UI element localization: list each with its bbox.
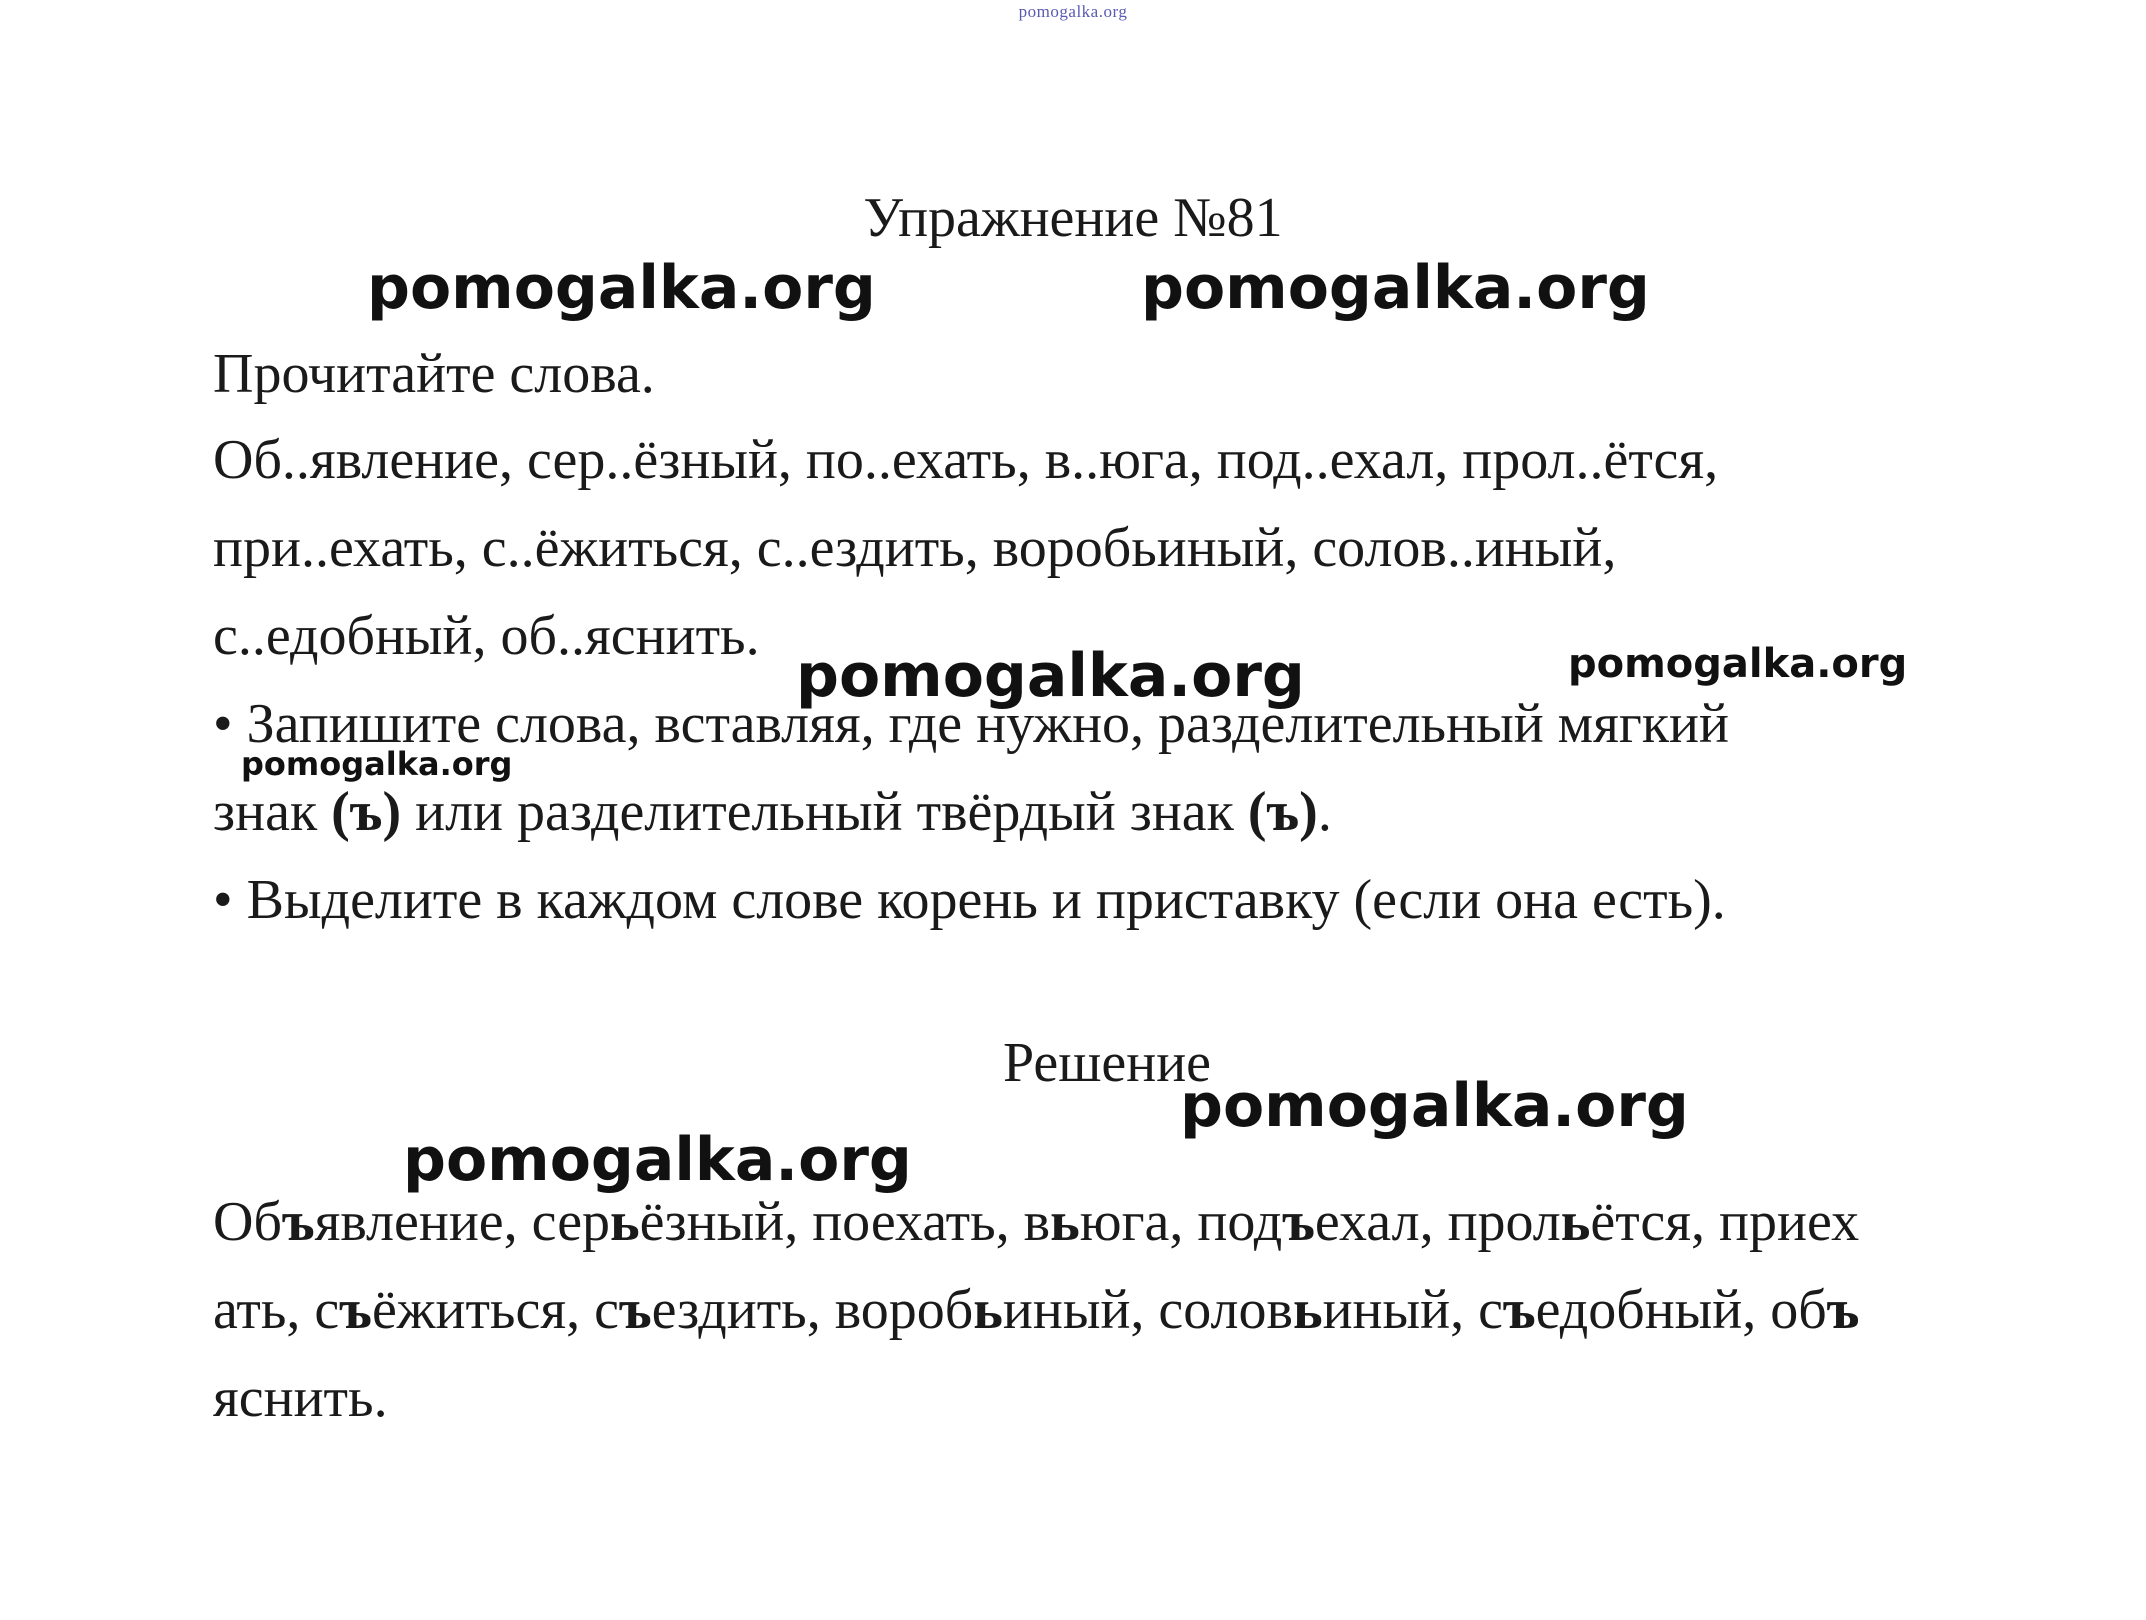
word-fragment: ать, с: [213, 1279, 340, 1341]
watermark-logo: pomogalka.org: [403, 1125, 912, 1195]
word-fragment: едобный, об: [1535, 1279, 1827, 1341]
task-bullet-1-line-1: • Запишите слова, вставляя, где нужно, разделительный мягкий: [213, 693, 1729, 755]
word-fragment: ёзный, поехать, в: [639, 1191, 1051, 1253]
watermark-logo: pomogalka.org: [1141, 253, 1650, 323]
word-fragment: яснить.: [213, 1367, 388, 1429]
word-fragment: ехал, прол: [1314, 1191, 1561, 1253]
word-fragment: иный, солов: [1002, 1279, 1293, 1341]
inserted-sign: ъ: [1826, 1279, 1860, 1341]
word-fragment: Об: [213, 1191, 282, 1253]
task-words-line-2: при..ехать, с..ёжиться, с..ездить, воробьиный, солов..иный,: [213, 517, 1617, 579]
inserted-sign: ь: [1050, 1191, 1080, 1253]
top-watermark: pomogalka.org: [1018, 2, 1128, 21]
inserted-sign: ъ: [1502, 1279, 1536, 1341]
exercise-title: Упражнение №81: [863, 187, 1283, 249]
word-fragment: явление, сер: [314, 1191, 611, 1253]
task-words-line-1: Об..явление, сер..ёзный, по..ехать, в..юга, под..ехал, прол..ётся,: [213, 429, 1719, 491]
bullet1-text-a: знак: [213, 781, 332, 843]
word-fragment: юга, под: [1079, 1191, 1283, 1253]
word-fragment: ёжиться, с: [371, 1279, 619, 1341]
soft-sign-symbol: (ъ): [331, 781, 402, 843]
inserted-sign: ь: [610, 1191, 640, 1253]
bullet1-text-c: или разделительный твёрдый знак: [401, 781, 1248, 843]
watermark-logo: pomogalka.org: [367, 253, 876, 323]
solution-title: Решение: [1002, 1032, 1212, 1094]
solution-line-2: [213, 1279, 1860, 1341]
bullet1-text-e: .: [1317, 781, 1332, 843]
solution-line-1: [213, 1191, 1860, 1253]
inserted-sign: ь: [973, 1279, 1003, 1341]
word-fragment: иный, с: [1322, 1279, 1503, 1341]
inserted-sign: ъ: [339, 1279, 372, 1341]
hard-sign-symbol: (ъ): [1247, 781, 1318, 843]
watermark-logo: pomogalka.org: [1180, 1071, 1689, 1141]
word-fragment: ётся, приех: [1590, 1191, 1860, 1253]
inserted-sign: ъ: [281, 1191, 315, 1253]
task-bullet-1-line-2: [213, 781, 1332, 843]
inserted-sign: ь: [1292, 1279, 1323, 1341]
word-fragment: ездить, вороб: [651, 1279, 974, 1341]
inserted-sign: ъ: [1282, 1191, 1315, 1253]
watermark-logo: pomogalka.org: [241, 745, 513, 783]
inserted-sign: ъ: [618, 1279, 652, 1341]
task-words-line-3: с..едобный, об..яснить.: [213, 605, 760, 667]
inserted-sign: ь: [1560, 1191, 1591, 1253]
task-intro: Прочитайте слова.: [213, 343, 655, 405]
watermark-logo: pomogalka.org: [1568, 641, 1908, 687]
solution-line-3: [213, 1367, 388, 1429]
task-bullet-2: • Выделите в каждом слове корень и приставку (если она есть).: [213, 869, 1726, 931]
watermark-logo: pomogalka.org: [796, 641, 1305, 711]
